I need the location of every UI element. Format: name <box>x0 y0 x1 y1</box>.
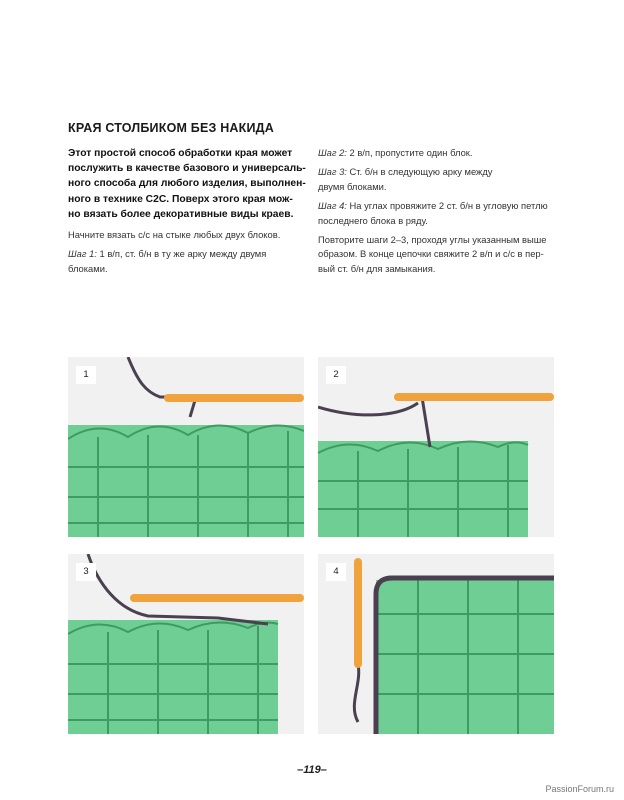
crochet-fabric <box>68 620 278 734</box>
photo-3-illustration <box>68 554 304 734</box>
photo-1-illustration <box>68 357 304 537</box>
yarn-strand <box>88 554 268 624</box>
step-label: Шаг 1: <box>68 248 97 260</box>
yarn-strand <box>354 664 358 722</box>
lead-paragraph: Этот простой способ обработки края может послужить в качестве базового и универсаль- ного способа для любого изделия, выполнен- ного в технике С2С. Поверх этого края мож- но вязать более декоративные виды краев. <box>68 148 306 220</box>
yarn-strand <box>318 403 418 415</box>
step-1-paragraph: Шаг 1: 1 в/п, ст. б/н в ту же арку между двумя блоками. <box>68 248 267 274</box>
step-number-badge: 2 <box>326 366 346 384</box>
step-number-badge: 3 <box>76 563 96 581</box>
step-label: Шаг 2: <box>318 147 347 158</box>
step-4-paragraph: Шаг 4: На углах провяжите 2 ст. б/н в угловую петлю последнего блока в ряду. <box>318 200 548 226</box>
page-number: –119– <box>297 764 327 776</box>
watermark: PassionForum.ru <box>545 784 614 794</box>
left-column <box>68 146 308 281</box>
step-label: Шаг 3: <box>318 166 347 178</box>
photo-2-illustration <box>318 357 554 537</box>
step-label: Шаг 4: <box>318 200 347 212</box>
crochet-fabric <box>318 441 528 537</box>
photo-step-3 <box>68 554 304 734</box>
yarn-chain <box>422 397 430 447</box>
crochet-hook <box>164 394 304 402</box>
photo-step-2 <box>318 357 554 537</box>
photo-step-4 <box>318 554 554 734</box>
right-column <box>318 146 558 281</box>
step-3-paragraph: Шаг 3: Ст. б/н в следующую арку между двумя блоками. <box>318 166 493 192</box>
step-number-badge: 1 <box>76 366 96 384</box>
crochet-fabric <box>376 580 554 734</box>
repeat-paragraph: Повторите шаги 2–3, проходя углы указанным выше образом. В конце цепочки свяжите 2 в/п и с/с в пер- вый ст. б/н для замыкания. <box>318 234 547 274</box>
step-2-paragraph: Шаг 2: 2 в/п, пропустите один блок. <box>318 147 473 158</box>
step-number-badge: 4 <box>326 563 346 581</box>
photo-4-illustration <box>318 554 554 734</box>
yarn-strand <box>128 357 178 397</box>
intro-paragraph: Начните вязать с/с на стыке любых двух блоков. <box>68 229 281 241</box>
page-title: КРАЯ СТОЛБИКОМ БЕЗ НАКИДА <box>68 121 275 135</box>
photo-step-1 <box>68 357 304 537</box>
crochet-hook <box>130 594 304 602</box>
crochet-fabric <box>68 425 304 537</box>
crochet-hook <box>354 558 362 668</box>
crochet-hook <box>394 393 554 401</box>
